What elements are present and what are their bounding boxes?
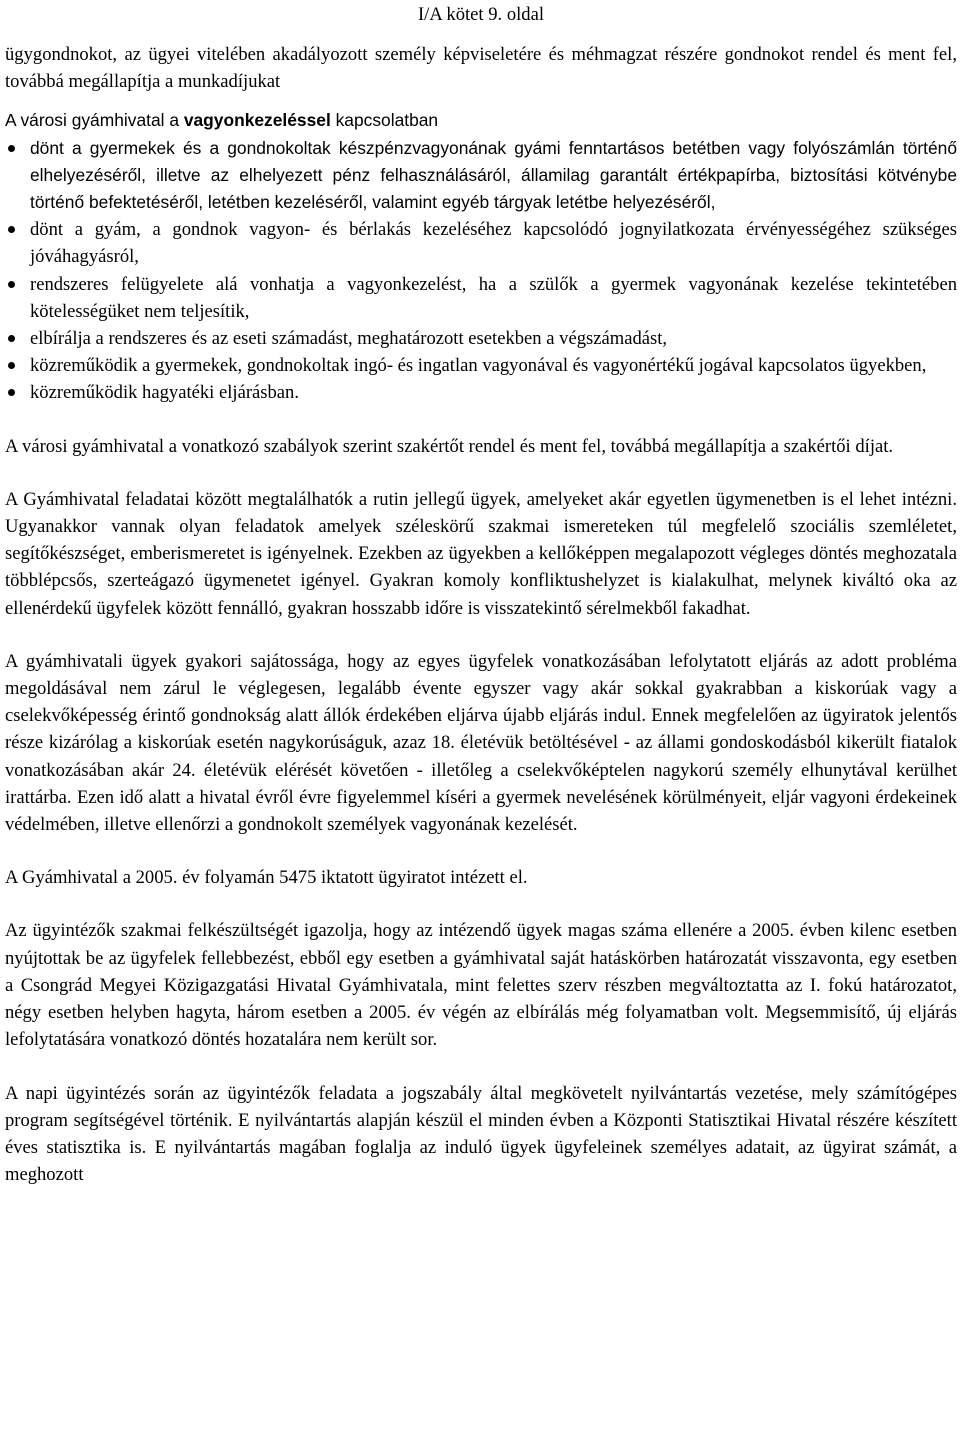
- bullet-icon: [8, 226, 15, 233]
- paragraph-registry: A napi ügyintézés során az ügyintézők feladata a jogszabály által megkövetelt nyilvántartás vezetése, mely számítógépes program segítségével történik. E nyilvántartás alapján készül el minden évben a Központi Statisztikai Hivatal részére készített éves statisztika is. E nyilvántartás magában foglalja az induló ügyek ügyfeleinek személyes adatait, az ügyirat számát, a meghozott: [5, 1082, 957, 1186]
- bullet-icon: [8, 145, 15, 152]
- list-item: [5, 325, 957, 352]
- intro-lead-after: kapcsolatban: [330, 110, 439, 131]
- list-item: [5, 271, 957, 325]
- list-item: [5, 135, 957, 217]
- bullet-icon: [8, 281, 15, 288]
- paragraph-case-count: A Gyámhivatal a 2005. év folyamán 5475 iktatott ügyiratot intézett el.: [5, 867, 528, 889]
- paragraph-expert: A városi gyámhivatal a vonatkozó szabályok szerint szakértőt rendel és ment fel, továbbá megállapítja a szakértői díjat.: [5, 435, 894, 457]
- list-item: [5, 216, 957, 270]
- list-item-text: rendszeres felügyelete alá vonhatja a vagyonkezelést, ha a szülők a gyermek vagyonának kezelése tekintetében kötelességüket nem teljesítik,: [30, 273, 957, 322]
- list-item-text: elbírálja a rendszeres és az eseti számadást, meghatározott esetekben a végszámadást,: [30, 328, 668, 350]
- bullet-icon: [8, 335, 15, 342]
- bullet-icon: [8, 362, 15, 369]
- intro-lead-before: A városi gyámhivatal a: [5, 110, 184, 131]
- intro-lead-bold: vagyonkezeléssel: [183, 110, 331, 131]
- intro-lead: [5, 107, 957, 134]
- paragraph-tasks: A Gyámhivatal feladatai között megtalálhatók a rutin jellegű ügyek, amelyeket akár egyetlen ügymenetben is el lehet intézni. Ugyanakkor vannak olyan feladatok amelyek széleskörű szakmai ismereteken túl megfelelő szociális szemléletet, segítőkészséget, emberismeretet is igényelnek. Ezekben az ügyekben a kellőképpen megalapozott végleges döntés meghozatala többlépcsős, szerteágazó ügymenetet igényel. Gyakran komoly konfliktushelyzet is kialakulhat, melynek kiváltó oka az ellenérdekű ügyfelek között fennálló, gyakran hosszabb időre is visszatekintő sérelmekből fakadhat.: [5, 488, 957, 619]
- page-header: [5, 0, 957, 28]
- list-item-text: közreműködik hagyatéki eljárásban.: [30, 382, 299, 404]
- list-item-text: dönt a gyám, a gondnok vagyon- és bérlakás kezeléséhez kapcsolódó jognyilatkozata érvényességéhez szükséges jóváhagyásról,: [30, 219, 957, 268]
- list-item-text: dönt a gyermekek és a gondnokoltak készpénzvagyonának gyámi fenntartásos betétben vagy folyószámlán történő elhelyezéséről, illetve az elhelyezett pénz felhasználásáról, államilag garantált értékpapírba, biztosítási kötvénybe történő befektetéséről, letétben kezeléséről, valamint egyéb tárgyak letétbe helyezéséről,: [30, 137, 957, 213]
- paragraph-appeals: Az ügyintézők szakmai felkészültségét igazolja, hogy az intézendő ügyek magas száma ellenére a 2005. évben kilenc esetben nyújtottak be az ügyfelek fellebbezést, ebből egy esetben a gyámhivatal saját hatáskörben határozatát visszavonta, egy esetben a Csongrád Megyei Közigazgatási Hivatal Gyámhivatala, mint felettes szerv részben megváltoztatta az I. fokú határozatot, négy esetben helyben hagyta, három esetben a 2005. év végén az elbírálás még folyamatban volt. Megsemmisítő, új eljárás lefolytatására vonatkozó döntés hozatalára nem került sor.: [5, 920, 957, 1051]
- paragraph-case-nature: A gyámhivatali ügyek gyakori sajátossága, hogy az egyes ügyfelek vonatkozásában lefolytatott eljárás az adott probléma megoldásával nem zárul le véglegesen, legalább évente egyszer vagy akár sokkal gyakrabban a kiskorúak vagy a cselekvőképesség érintő gondnokság alatt állók érdekében eljárva újabb eljárás indul. Ennek megfelelően az ügyiratok jelentős része kizárólag a kiskorúak esetén nagykorúságuk, azaz 18. életévük betöltésével - az állami gondoskodásból kikerült fiatalok vonatkozásában akár 24. életévük elérését követően - illetőleg a cselekvőképtelen nagykorú személy elhunytával kerülhet irattárba. Ezen idő alatt a hivatal évről évre figyelemmel kíséri a gyermek nevelésének körülményeit, eljár vagyoni érdekeinek védelmében, illetve ellenőrzi a gondnokolt személyek vagyonának kezelését.: [5, 650, 957, 836]
- document-page: [5, 0, 957, 1188]
- responsibility-list: [5, 135, 957, 407]
- list-item: [5, 352, 957, 379]
- bullet-icon: [8, 389, 15, 396]
- intro-continuation: ügygondnokot, az ügyei vitelében akadályozott személy képviseletére és méhmagzat részére gondnokot rendel és ment fel, továbbá megállapítja a munkadíjukat: [5, 44, 957, 93]
- page-label: I/A kötet 9. oldal: [417, 4, 544, 25]
- list-item: [5, 379, 957, 406]
- list-item-text: közreműködik a gyermekek, gondnokoltak ingó- és ingatlan vagyonával és vagyonértékű jogával kapcsolatos ügyekben,: [30, 355, 927, 377]
